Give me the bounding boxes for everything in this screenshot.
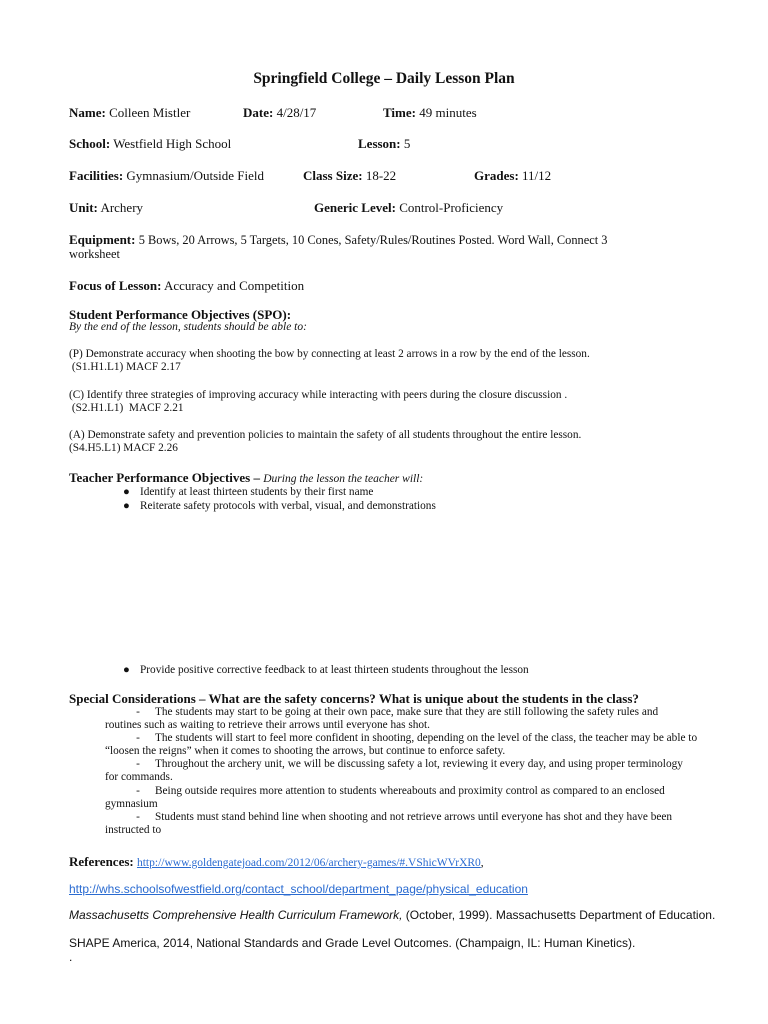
list-item: ● Identify at least thirteen students by their first name <box>123 486 374 498</box>
tpo-heading: Teacher Performance Objectives – <box>69 470 260 485</box>
reference-link-suffix: , <box>480 857 484 869</box>
special-heading: Special Considerations – What are the safety concerns? What is unique about the students in the class? <box>69 691 639 706</box>
dash-icon: - <box>136 706 140 718</box>
lesson-label: Lesson: <box>358 136 401 151</box>
time-label: Time: <box>383 105 416 120</box>
bullet-icon: ● <box>123 664 130 676</box>
list-item: - Throughout the archery unit, we will be discussing safety a lot, reviewing it every day, and using proper terminology for commands. <box>105 758 683 784</box>
generic-level-value: Control-Proficiency <box>399 200 504 215</box>
class-size-field <box>303 168 396 184</box>
list-item: - Being outside requires more attention to students whereabouts and proximity control as compared to an enclosed gymnasium <box>105 784 665 810</box>
generic-level-field <box>314 200 503 216</box>
page-title: Springfield College – Daily Lesson Plan <box>253 70 515 87</box>
class-size-label: Class Size: <box>303 168 363 183</box>
equipment-value-line2: worksheet <box>69 247 120 261</box>
reference-row-massachusetts <box>69 908 715 922</box>
references-label: References: <box>69 854 134 869</box>
name-field <box>69 105 190 121</box>
bullet-icon: ● <box>123 486 130 498</box>
time-value: 49 minutes <box>419 105 477 120</box>
focus-label: Focus of Lesson: <box>69 278 162 293</box>
references-row <box>69 854 484 870</box>
lesson-field <box>358 136 410 152</box>
spo-item-line1: (A) Demonstrate safety and prevention policies to maintain the safety of all students throughout the entire lesson. <box>69 429 582 441</box>
spo-heading: Student Performance Objectives (SPO): <box>69 307 292 322</box>
list-item: - Students must stand behind line when shooting and not retrieve arrows until everyone has shot and they have been instructed to <box>105 810 673 836</box>
generic-level-label: Generic Level: <box>314 200 396 215</box>
date-value: 4/28/17 <box>276 105 317 120</box>
name-value: Colleen Mistler <box>109 105 191 120</box>
spo-item-line1: (C) Identify three strategies of improving accuracy while interacting with peers during the closure discussion . <box>69 389 568 401</box>
reference-rest-massachusetts: (October, 1999). Massachusetts Department of Education. <box>402 908 716 922</box>
tpo-list <box>120 485 436 513</box>
school-label: School: <box>69 136 111 151</box>
grades-field <box>474 168 551 184</box>
dash-icon: - <box>136 732 140 745</box>
bullet-icon: ● <box>123 500 130 512</box>
spo-item <box>69 389 709 415</box>
grades-label: Grades: <box>474 168 519 183</box>
list-item: ● Reiterate safety protocols with verbal, visual, and demonstrations <box>123 500 436 512</box>
facilities-field <box>69 168 264 184</box>
list-item: - The students will start to feel more confident in shooting, depending on the level of the class, the teacher may be able to “loosen the reigns” when it comes to shooting the arrows, but continue to enforce safety. <box>105 732 698 758</box>
reference-row-westfield <box>69 882 528 896</box>
spo-item-line2: (S4.H5.L1) MACF 2.26 <box>69 442 178 454</box>
school-value: Westfield High School <box>113 136 232 151</box>
unit-value: Archery <box>100 200 144 215</box>
facilities-value: Gymnasium/Outside Field <box>126 168 264 183</box>
grades-value: 11/12 <box>522 168 552 183</box>
tpo-intro: During the lesson the teacher will: <box>263 473 424 485</box>
equipment-value-line1: 5 Bows, 20 Arrows, 5 Targets, 10 Cones, Safety/Rules/Routines Posted. Word Wall, Connect 3 <box>138 233 608 247</box>
list-item: ● Provide positive corrective feedback to at least thirteen students throughout the lesson <box>123 664 529 676</box>
tpo-list-continued <box>120 663 529 677</box>
unit-label: Unit: <box>69 200 98 215</box>
equipment-label: Equipment: <box>69 232 136 247</box>
school-field <box>69 136 231 152</box>
focus-value: Accuracy and Competition <box>164 278 305 293</box>
date-label: Date: <box>243 105 274 120</box>
dash-icon: - <box>136 784 140 797</box>
reference-row-shape: SHAPE America, 2014, National Standards and Grade Level Outcomes. (Champaign, IL: Human Kinetics). <box>69 936 636 950</box>
dash-icon: - <box>136 810 140 823</box>
tpo-heading-row <box>69 470 423 486</box>
dash-icon: - <box>136 758 140 771</box>
facilities-label: Facilities: <box>69 168 124 183</box>
equipment-field <box>69 232 607 248</box>
focus-field <box>69 278 304 294</box>
lesson-value: 5 <box>403 136 411 151</box>
spo-item-line2: (S1.H1.L1) MACF 2.17 <box>69 361 181 373</box>
time-field <box>383 105 477 121</box>
trailing-period: . <box>69 950 73 964</box>
class-size-value: 18-22 <box>365 168 397 183</box>
reference-link-westfield[interactable]: http://whs.schoolsofwestfield.org/contact_school/department_page/physical_education <box>69 882 528 896</box>
spo-item <box>69 348 709 374</box>
unit-field <box>69 200 143 216</box>
spo-item-line1: (P) Demonstrate accuracy when shooting the bow by connecting at least 2 arrows in a row by the end of the lesson. <box>69 348 590 360</box>
name-label: Name: <box>69 105 106 120</box>
spo-item <box>69 429 709 455</box>
reference-title-massachusetts: Massachusetts Comprehensive Health Curriculum Framework, <box>69 908 403 922</box>
spo-intro: By the end of the lesson, students should be able to: <box>69 321 307 333</box>
date-field <box>243 105 316 121</box>
spo-item-line2: (S2.H1.L1) MACF 2.21 <box>69 402 184 414</box>
special-list <box>105 706 705 837</box>
reference-link-goldengatejoad[interactable]: http://www.goldengatejoad.com/2012/06/archery-games/#.VShicWVrXR0 <box>136 857 481 869</box>
list-item: - The students may start to be going at their own pace, make sure that they are still following the safety rules and routines such as waiting to retrieve their arrows until everyone has shot. <box>105 706 659 732</box>
